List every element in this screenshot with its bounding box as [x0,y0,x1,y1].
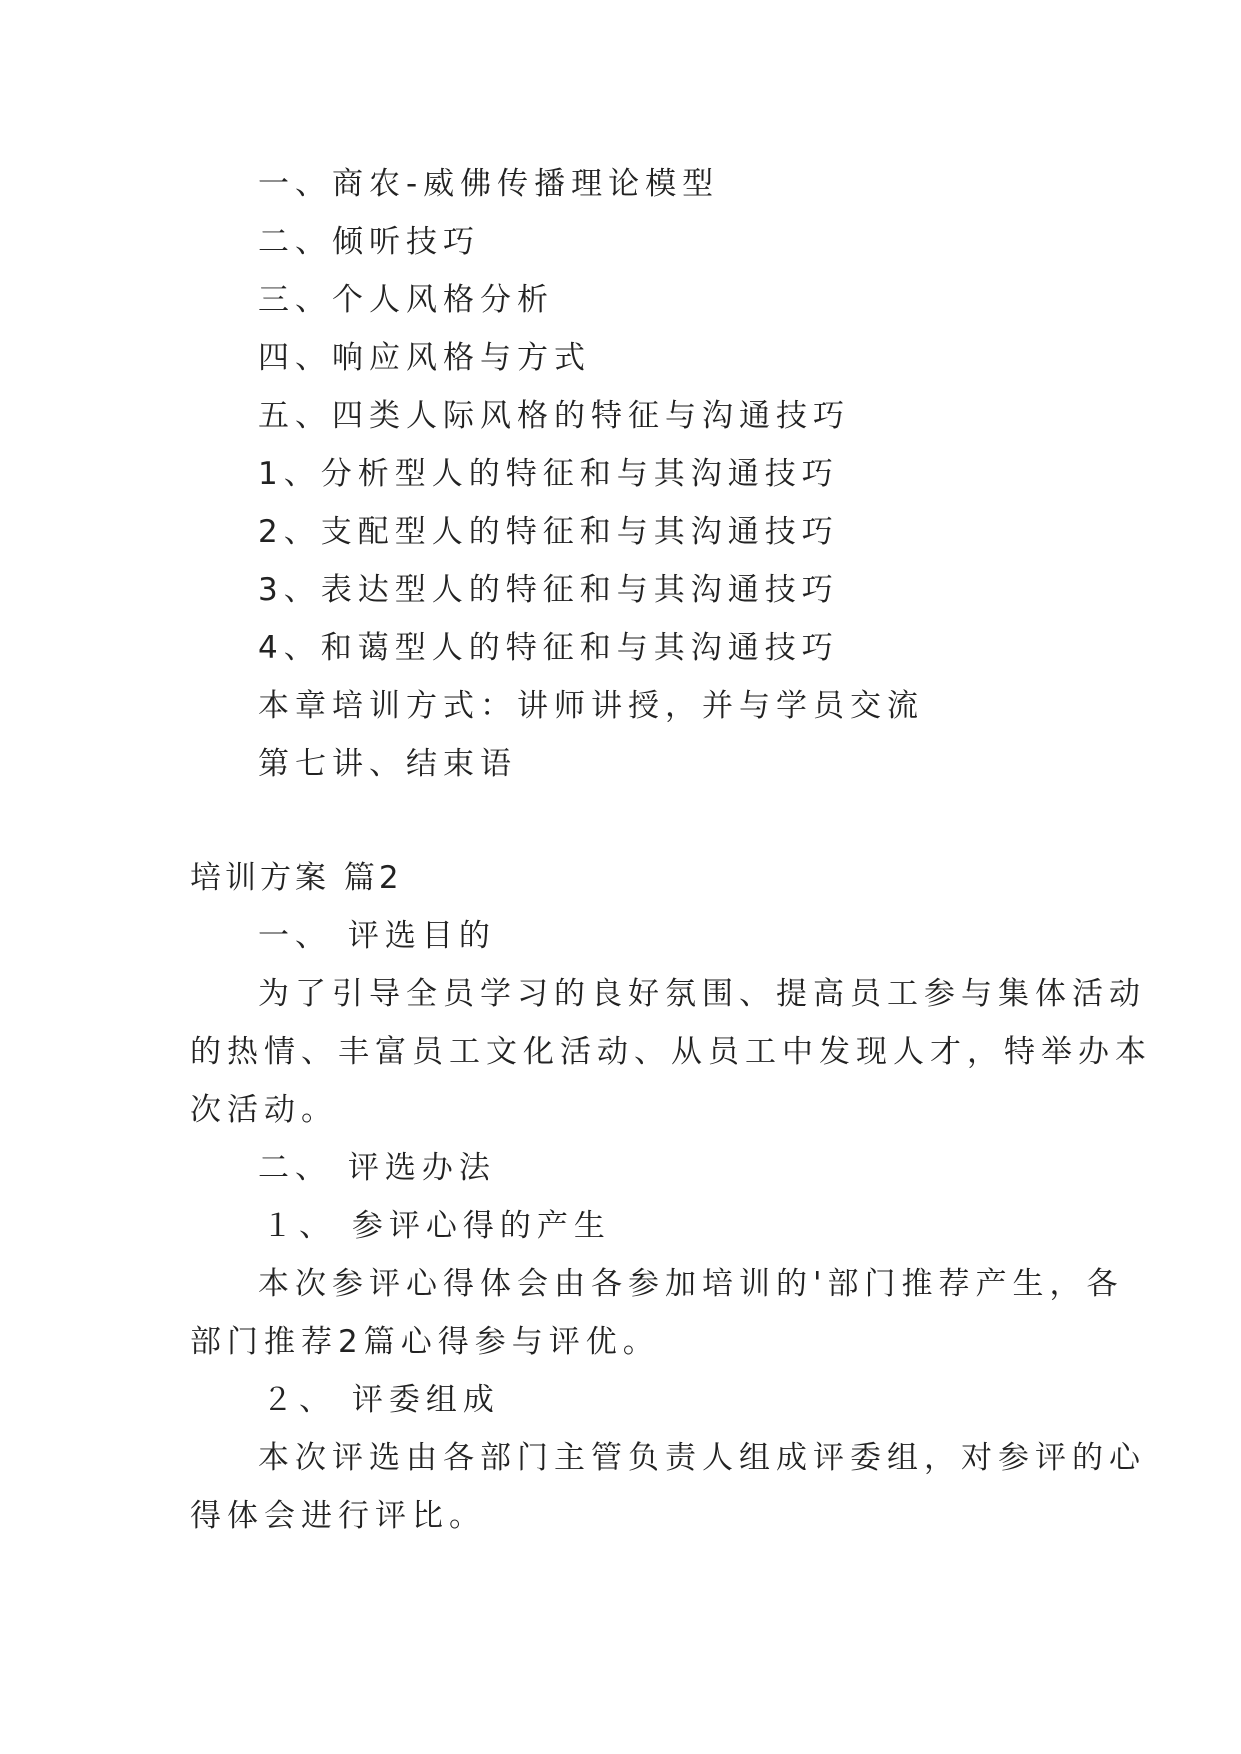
section-title: 培训方案 篇2 [190,860,403,896]
paragraph-judges-line-2: 得体会进行评比。 [190,1498,486,1534]
paragraph-purpose-line-1: 为了引导全员学习的良好氛围、提高员工参与集体活动 [258,976,1146,1012]
paragraph-purpose-line-2: 的热情、丰富员工文化活动、从员工中发现人才，特举办本 [190,1034,1152,1070]
outline-subitem-2: 2、支配型人的特征和与其沟通技巧 [258,514,839,550]
outline-item-3: 三、个人风格分析 [258,282,554,318]
paragraph-entries-line-2: 部门推荐2篇心得参与评优。 [190,1324,660,1360]
heading-purpose: 一、 评选目的 [258,918,496,954]
outline-item-1: 一、商农-威佛传播理论模型 [258,166,720,202]
paragraph-purpose-line-3: 次活动。 [190,1092,338,1128]
lecture-seven-line: 第七讲、结束语 [258,746,517,782]
outline-item-4: 四、响应风格与方式 [258,340,591,376]
training-method-line: 本章培训方式：讲师讲授，并与学员交流 [258,688,924,724]
paragraph-entries-line-1: 本次参评心得体会由各参加培训的'部门推荐产生，各 [258,1266,1124,1302]
heading-method: 二、 评选办法 [258,1150,496,1186]
outline-subitem-1: 1、分析型人的特征和与其沟通技巧 [258,456,839,492]
subheading-entries: １、 参评心得的产生 [262,1208,611,1244]
paragraph-judges-line-1: 本次评选由各部门主管负责人组成评委组，对参评的心 [258,1440,1146,1476]
outline-subitem-3: 3、表达型人的特征和与其沟通技巧 [258,572,839,608]
outline-item-2: 二、倾听技巧 [258,224,480,260]
subheading-judges: ２、 评委组成 [262,1382,500,1418]
outline-subitem-4: 4、和蔼型人的特征和与其沟通技巧 [258,630,839,666]
outline-item-5: 五、四类人际风格的特征与沟通技巧 [258,398,850,434]
